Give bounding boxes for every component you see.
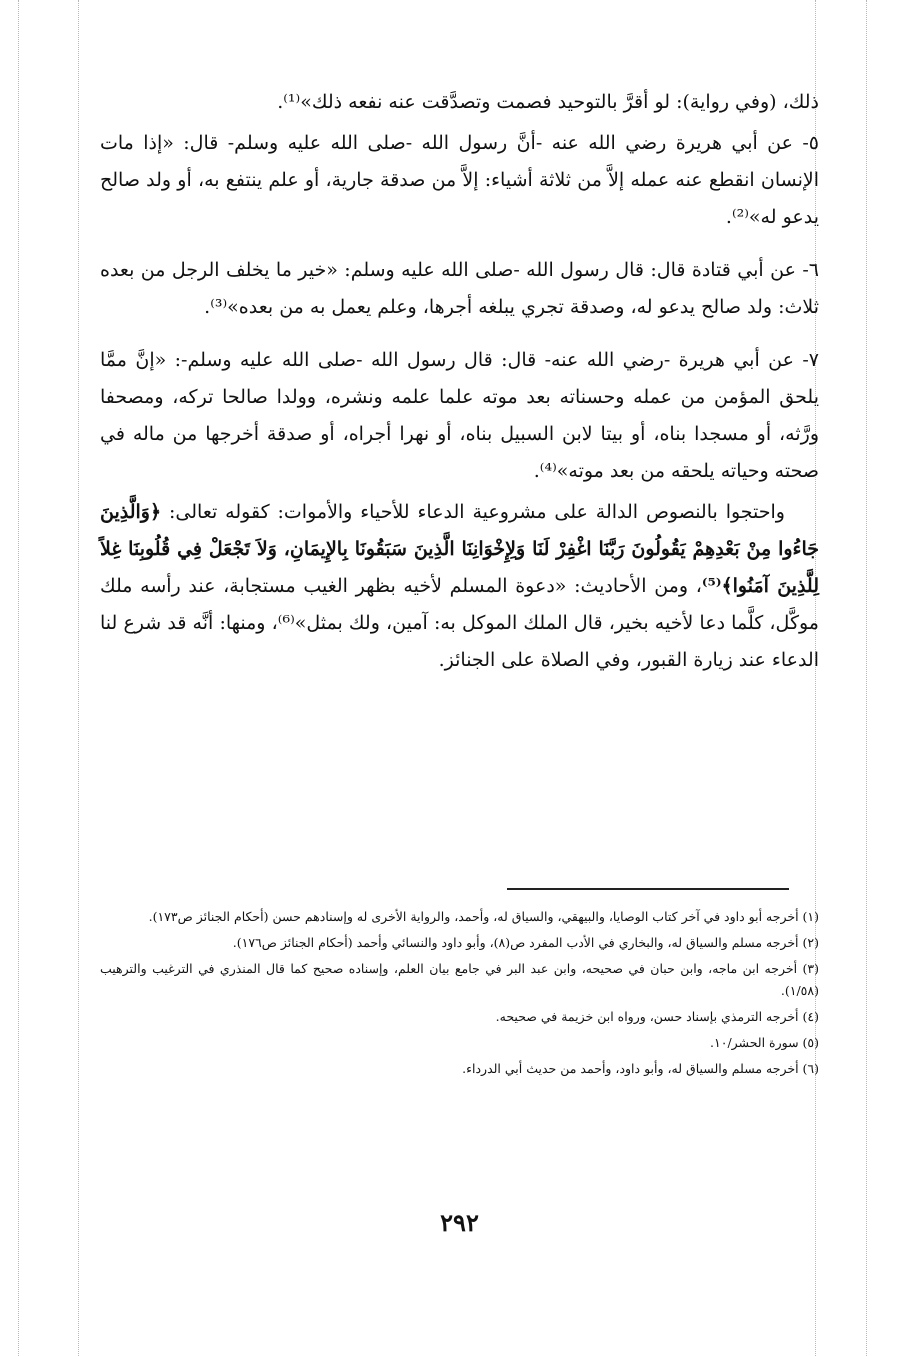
evidence-rest: ، ومن الأحاديث: «دعوة المسلم لأخيه بظهر الغيب مستجابة، عند رأسه ملك موكَّل، كلَّما دعا لأخيه بخير، قال الملك الموكل به: آمين، ولك بمثل»⁽⁶⁾، ومنها: أنَّه قد شرع لنا الدعاء عند زيارة القبور، وفي الصلاة على الجنائز. (100, 575, 819, 671)
footnote-5: (٥) سورة الحشر/١٠. (710, 1035, 819, 1050)
footnotes (100, 906, 819, 1084)
paragraph-hadith-7: ٧- عن أبي هريرة -رضي الله عنه- قال: قال رسول الله -صلى الله عليه وسلم-: «إنَّ ممَّا يلحق المؤمن من عمله وحسناته بعد موته علما علمه ونشره، وولدا صالحا تركه، ومصحفا ورَّثه، أو مسجدا بناه، أو بيتا لابن السبيل بناه، أو نهرا أجراه، أو صدقة أخرجها من ماله في صحته وحياته يلحقه من بعد موته»⁽⁴⁾. (100, 349, 819, 482)
scan-margin-line (18, 0, 19, 1356)
main-text (100, 84, 819, 679)
footnote-separator (507, 888, 789, 890)
footnote-2: (٢) أخرجه مسلم والسياق له، والبخاري في الأدب المفرد ص(٨)، وأبو داود والنسائي وأحمد (أحكام الجنائز ص١٧٦). (232, 935, 819, 950)
footnote-6: (٦) أخرجه مسلم والسياق له، وأبو داود، وأحمد من حديث أبي الدرداء. (462, 1061, 819, 1076)
footnote-4: (٤) أخرجه الترمذي بإسناد حسن، ورواه ابن خزيمة في صحيحه. (495, 1009, 819, 1024)
paragraph-hadith-5: ٥- عن أبي هريرة رضي الله عنه -أنَّ رسول الله -صلى الله عليه وسلم- قال: «إذا مات الإنسان انقطع عنه عمله إلاَّ من ثلاثة أشياء: إلاَّ من صدقة جارية، أو علم ينتفع به، أو ولد صالح يدعو له»⁽²⁾. (100, 132, 819, 228)
evidence-intro: واحتجوا بالنصوص الدالة على مشروعية الدعاء للأحياء والأموات: كقوله تعالى: (161, 501, 785, 523)
paragraph-hadith-6: ٦- عن أبي قتادة قال: قال رسول الله -صلى الله عليه وسلم: «خير ما يخلف الرجل من بعده ثلاث: ولد صالح يدعو له، وصدقة تجري يبلغه أجرها، وعلم يعمل به من بعده»⁽³⁾. (100, 259, 819, 318)
scan-margin-line (78, 0, 79, 1356)
footnote-3: (٣) أخرجه ابن ماجه، وابن حبان في صحيحه، وابن عبد البر في جامع بيان العلم، وإسناده صحيح كما قال المنذري في الترغيب والترهيب (١/٥٨). (100, 961, 819, 998)
page-number: ٢٩٢ (440, 1208, 479, 1237)
paragraph-1: ذلك، (وفي رواية): لو أقرَّ بالتوحيد فصمت وتصدَّقت عنه نفعه ذلك»⁽¹⁾. (277, 91, 819, 113)
quran-verse: ﴿وَالَّذِينَ جَاءُوا مِنْ بَعْدِهِمْ يَقُولُونَ رَبَّنَا اغْفِرْ لَنَا وَلِإِخْوَانِنَا الَّذِينَ سَبَقُونَا بِالإِيمَانِ، وَلاَ تَجْعَلْ فِي قُلُوبِنَا غِلاً لِلَّذِينَ آمَنُوا﴾⁽⁵⁾ (100, 501, 819, 597)
footnote-1: (١) أخرجه أبو داود في آخر كتاب الوصايا، والبيهقي، والسياق له، وأحمد، والرواية الأخرى له وإسنادهم حسن (أحكام الجنائز ص١٧٣). (148, 909, 819, 924)
scan-margin-line (866, 0, 867, 1356)
paragraph-evidence (100, 494, 819, 679)
